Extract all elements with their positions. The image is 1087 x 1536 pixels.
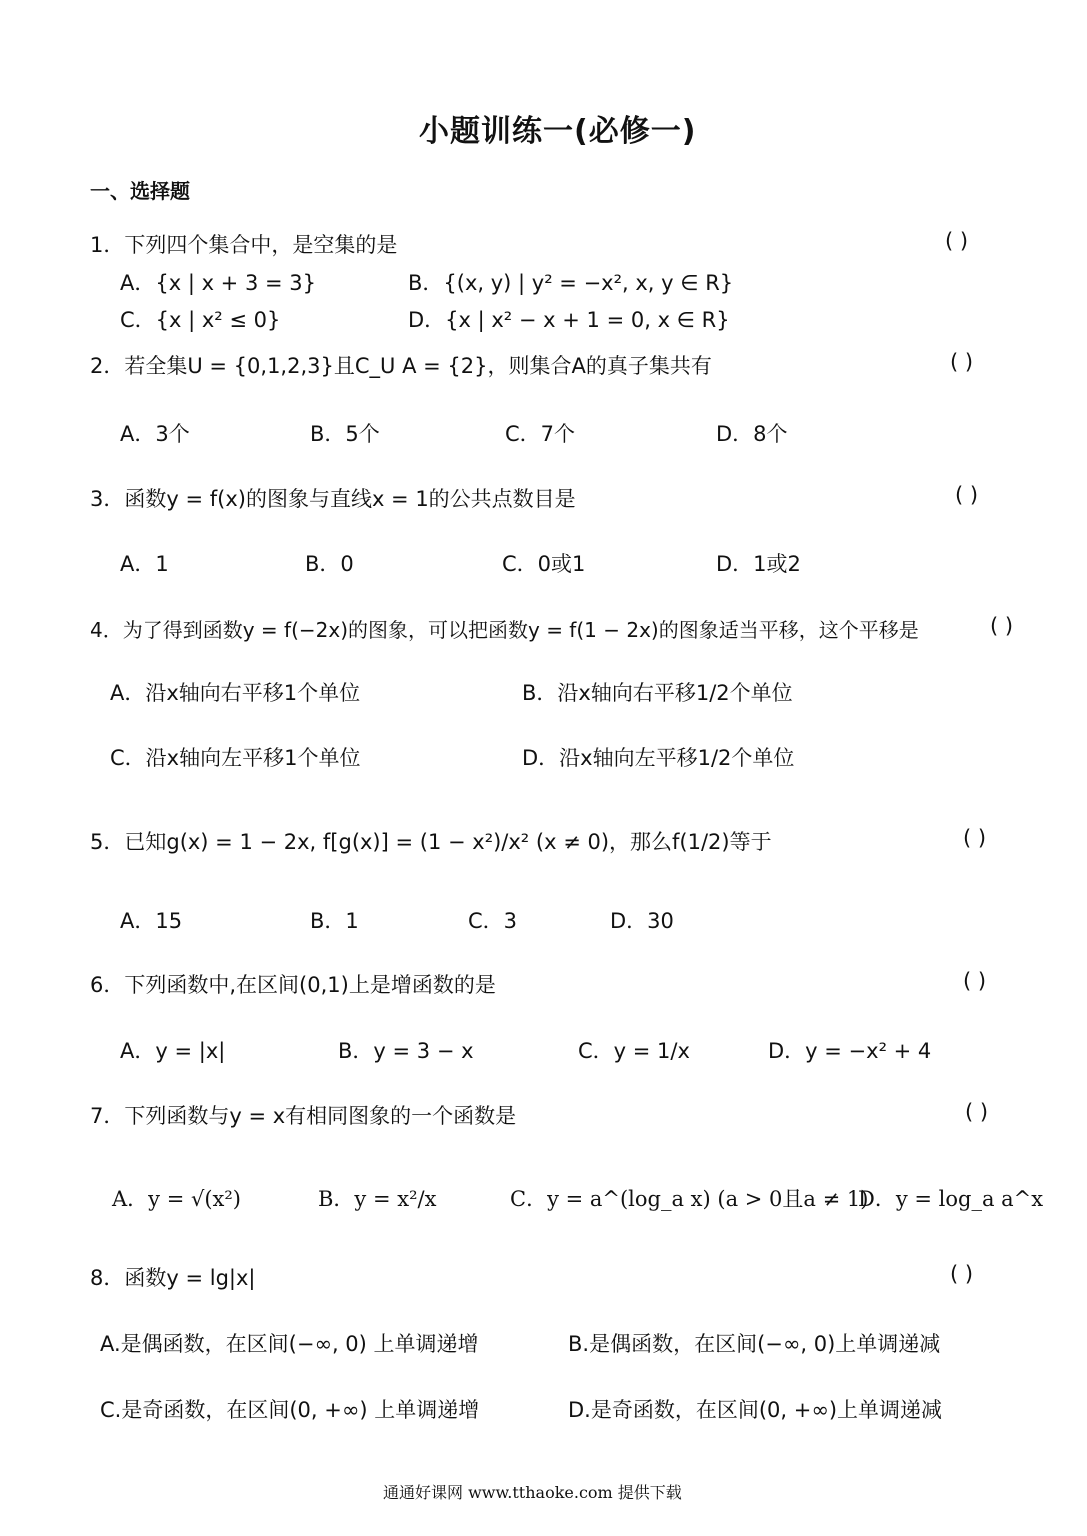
option-7c: C．y = a^(log_a x) (a > 0且a ≠ 1) (510, 1187, 869, 1211)
option-5c: C．3 (468, 909, 518, 933)
answer-blank-6: ( ) (963, 969, 987, 993)
option-1d: D．{x | x² − x + 1 = 0, x ∈ R} (408, 308, 730, 332)
option-6d: D．y = −x² + 4 (768, 1039, 932, 1063)
answer-blank-7: ( ) (965, 1100, 989, 1124)
option-4b: B．沿x轴向右平移1/2个单位 (522, 681, 793, 705)
question-6-stem: 6．下列函数中,在区间(0,1)上是增函数的是 (90, 973, 496, 997)
section-heading: 一、选择题 (90, 179, 190, 203)
answer-blank-2: ( ) (950, 350, 974, 374)
answer-blank-5: ( ) (963, 826, 987, 850)
option-1c: C．{x | x² ≤ 0} (120, 308, 281, 332)
page-title: 小题训练一(必修一) (419, 114, 697, 149)
answer-blank-4: ( ) (990, 614, 1014, 638)
answer-blank-1: ( ) (945, 229, 969, 253)
option-6a: A．y = |x| (120, 1039, 226, 1063)
option-1b: B．{(x, y) | y² = −x², x, y ∈ R} (408, 271, 734, 295)
option-8b: B.是偶函数，在区间(−∞, 0)上单调递减 (568, 1332, 941, 1356)
option-3b: B．0 (305, 552, 354, 576)
option-8c: C.是奇函数，在区间(0, +∞) 上单调递增 (100, 1398, 480, 1422)
answer-blank-8: ( ) (950, 1262, 974, 1286)
option-7a: A．y = √(x²) (112, 1187, 242, 1211)
question-2-stem: 2．若全集U = {0,1,2,3}且C_U A = {2}，则集合A的真子集共有 (90, 354, 712, 378)
option-2a: A．3个 (120, 422, 190, 446)
page-footer: 通通好课网 www.tthaoke.com 提供下载 (383, 1483, 682, 1502)
option-7b: B．y = x²/x (318, 1187, 437, 1211)
option-6c: C．y = 1/x (578, 1039, 690, 1063)
option-5d: D．30 (610, 909, 674, 933)
option-3d: D．1或2 (716, 552, 801, 576)
question-8-stem: 8．函数y = lg|x| (90, 1266, 256, 1290)
question-1-stem: 1．下列四个集合中，是空集的是 (90, 233, 398, 257)
answer-blank-3: ( ) (955, 483, 979, 507)
question-5-stem: 5．已知g(x) = 1 − 2x, f[g(x)] = (1 − x²)/x² (x ≠ 0)，那么f(1/2)等于 (90, 830, 772, 854)
question-4-stem: 4．为了得到函数y = f(−2x)的图象，可以把函数y = f(1 − 2x)的图象适当平移，这个平移是 (90, 618, 919, 642)
option-8d: D.是奇函数，在区间(0, +∞)上单调递减 (568, 1398, 943, 1422)
question-3-stem: 3．函数y = f(x)的图象与直线x = 1的公共点数目是 (90, 487, 576, 511)
question-7-stem: 7．下列函数与y = x有相同图象的一个函数是 (90, 1104, 517, 1128)
option-5b: B．1 (310, 909, 359, 933)
option-4c: C．沿x轴向左平移1个单位 (110, 746, 361, 770)
option-3c: C．0或1 (502, 552, 586, 576)
option-2b: B．5个 (310, 422, 380, 446)
option-7d: D．y = log_a a^x (858, 1187, 1044, 1211)
option-2c: C．7个 (505, 422, 576, 446)
option-5a: A．15 (120, 909, 183, 933)
option-6b: B．y = 3 − x (338, 1039, 474, 1063)
option-2d: D．8个 (716, 422, 788, 446)
option-4d: D．沿x轴向左平移1/2个单位 (522, 746, 795, 770)
option-1a: A．{x | x + 3 = 3} (120, 271, 316, 295)
option-3a: A．1 (120, 552, 169, 576)
option-8a: A.是偶函数，在区间(−∞, 0) 上单调递增 (100, 1332, 479, 1356)
option-4a: A．沿x轴向右平移1个单位 (110, 681, 361, 705)
